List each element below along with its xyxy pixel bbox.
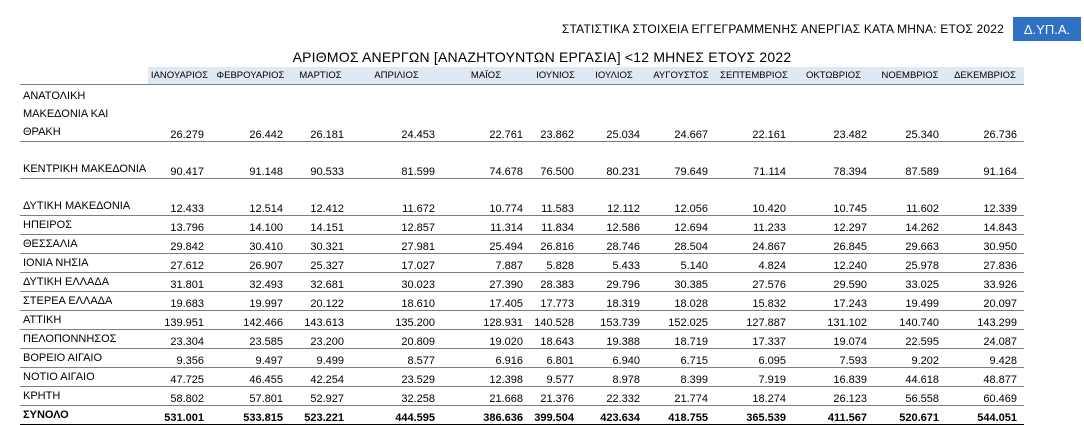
table-row — [20, 85, 1024, 142]
value-cell: 28.383 — [530, 273, 581, 292]
value-cell: 56.558 — [874, 387, 946, 406]
value-cell: 23.862 — [530, 85, 581, 142]
region-name: ΝΟΤΙΟ ΑΙΓΑΙΟ — [20, 368, 148, 387]
value-cell: 12.433 — [148, 179, 211, 216]
month-header: ΜΑΪΟΣ — [442, 67, 530, 85]
value-cell: 5.433 — [581, 254, 647, 273]
value-cell: 127.887 — [715, 311, 793, 330]
value-cell: 26.816 — [530, 235, 581, 254]
value-cell: 26.279 — [148, 85, 211, 142]
value-cell: 9.356 — [148, 349, 211, 368]
value-cell: 18.274 — [715, 387, 793, 406]
value-cell: 8.399 — [647, 368, 715, 387]
value-cell: 33.025 — [874, 273, 946, 292]
month-header: ΟΚΤΩΒΡΙΟΣ — [793, 67, 874, 85]
value-cell: 139.951 — [148, 311, 211, 330]
value-cell: 23.200 — [290, 330, 351, 349]
value-cell: 22.761 — [442, 85, 530, 142]
month-header: ΑΥΓΟΥΣΤΟΣ — [647, 67, 715, 85]
table-row — [20, 292, 1024, 311]
month-header: ΔΕΚΕΜΒΡΙΟΣ — [946, 67, 1024, 85]
value-cell: 14.100 — [211, 216, 290, 235]
value-cell: 152.025 — [647, 311, 715, 330]
value-cell: 13.796 — [148, 216, 211, 235]
value-cell: 11.583 — [530, 179, 581, 216]
value-cell: 9.499 — [290, 349, 351, 368]
table-row — [20, 311, 1024, 330]
value-cell: 143.299 — [946, 311, 1024, 330]
value-cell: 128.931 — [442, 311, 530, 330]
value-cell: 18.719 — [647, 330, 715, 349]
value-cell: 79.649 — [647, 142, 715, 179]
value-cell: 19.388 — [581, 330, 647, 349]
report-header-text: ΣΤΑΤΙΣΤΙΚΑ ΣΤΟΙΧΕΙΑ ΕΓΓΕΓΡΑΜΜΕΝΗΣ ΑΝΕΡΓΙΑΣ ΚΑΤΑ ΜΗΝΑ: ΕΤΟΣ 2022 — [561, 22, 1004, 36]
value-cell: 27.576 — [715, 273, 793, 292]
value-cell: 29.590 — [793, 273, 874, 292]
value-cell: 26.736 — [946, 85, 1024, 142]
month-header: ΙΟΥΛΙΟΣ — [581, 67, 647, 85]
value-cell: 12.514 — [211, 179, 290, 216]
value-cell: 8.978 — [581, 368, 647, 387]
value-cell: 9.577 — [530, 368, 581, 387]
value-cell: 22.161 — [715, 85, 793, 142]
value-cell: 6.940 — [581, 349, 647, 368]
value-cell: 12.857 — [351, 216, 442, 235]
value-cell: 131.102 — [793, 311, 874, 330]
value-cell: 20.122 — [290, 292, 351, 311]
value-cell: 6.095 — [715, 349, 793, 368]
month-header: ΣΕΠΤΕΜΒΡΙΟΣ — [715, 67, 793, 85]
value-cell: 24.453 — [351, 85, 442, 142]
region-header-cell — [20, 67, 148, 85]
value-cell: 18.610 — [351, 292, 442, 311]
region-name: ΔΥΤΙΚΗ ΜΑΚΕΔΟΝΙΑ — [20, 179, 148, 216]
value-cell: 23.585 — [211, 330, 290, 349]
table-row — [20, 216, 1024, 235]
value-cell: 11.834 — [530, 216, 581, 235]
value-cell: 42.254 — [290, 368, 351, 387]
region-name: ΔΥΤΙΚΗ ΕΛΛΑΔΑ — [20, 273, 148, 292]
month-header: ΙΟΥΝΙΟΣ — [530, 67, 581, 85]
value-cell: 21.668 — [442, 387, 530, 406]
value-cell: 26.907 — [211, 254, 290, 273]
value-cell: 19.499 — [874, 292, 946, 311]
value-cell: 90.533 — [290, 142, 351, 179]
value-cell: 32.493 — [211, 273, 290, 292]
value-cell: 22.595 — [874, 330, 946, 349]
value-cell: 520.671 — [874, 406, 946, 425]
value-cell: 9.202 — [874, 349, 946, 368]
value-cell: 11.314 — [442, 216, 530, 235]
value-cell: 12.398 — [442, 368, 530, 387]
value-cell: 57.801 — [211, 387, 290, 406]
region-name: ΗΠΕΙΡΟΣ — [20, 216, 148, 235]
value-cell: 12.112 — [581, 179, 647, 216]
value-cell: 444.595 — [351, 406, 442, 425]
value-cell: 28.504 — [647, 235, 715, 254]
value-cell: 46.455 — [211, 368, 290, 387]
value-cell: 25.034 — [581, 85, 647, 142]
value-cell: 8.577 — [351, 349, 442, 368]
value-cell: 32.681 — [290, 273, 351, 292]
value-cell: 17.773 — [530, 292, 581, 311]
value-cell: 423.634 — [581, 406, 647, 425]
table-row — [20, 368, 1024, 387]
value-cell: 386.636 — [442, 406, 530, 425]
value-cell: 11.602 — [874, 179, 946, 216]
region-name: ΘΕΣΣΑΛΙΑ — [20, 235, 148, 254]
region-name: ΣΤΕΡΕΑ ΕΛΛΑΔΑ — [20, 292, 148, 311]
value-cell: 58.802 — [148, 387, 211, 406]
value-cell: 30.410 — [211, 235, 290, 254]
value-cell: 29.796 — [581, 273, 647, 292]
value-cell: 153.739 — [581, 311, 647, 330]
month-header: ΝΟΕΜΒΡΙΟΣ — [874, 67, 946, 85]
value-cell: 10.745 — [793, 179, 874, 216]
value-cell: 7.887 — [442, 254, 530, 273]
value-cell: 399.504 — [530, 406, 581, 425]
month-header: ΦΕΒΡΟΥΑΡΙΟΣ — [211, 67, 290, 85]
value-cell: 14.843 — [946, 216, 1024, 235]
value-cell: 27.612 — [148, 254, 211, 273]
value-cell: 91.164 — [946, 142, 1024, 179]
value-cell: 142.466 — [211, 311, 290, 330]
value-cell: 21.376 — [530, 387, 581, 406]
value-cell: 25.327 — [290, 254, 351, 273]
value-cell: 7.593 — [793, 349, 874, 368]
value-cell: 25.494 — [442, 235, 530, 254]
value-cell: 18.643 — [530, 330, 581, 349]
table-row — [20, 387, 1024, 406]
value-cell: 7.919 — [715, 368, 793, 387]
value-cell: 9.428 — [946, 349, 1024, 368]
value-cell: 24.867 — [715, 235, 793, 254]
value-cell: 14.262 — [874, 216, 946, 235]
region-name: ΚΕΝΤΡΙΚΗ ΜΑΚΕΔΟΝΙΑ — [20, 142, 148, 179]
table-title: ΑΡΙΘΜΟΣ ΑΝΕΡΓΩΝ [ΑΝΑΖΗΤΟΥΝΤΩΝ ΕΡΓΑΣΙΑ] <12 ΜΗΝΕΣ ΕΤΟΥΣ 2022 — [292, 49, 792, 65]
value-cell: 47.725 — [148, 368, 211, 387]
region-name: ΒΟΡΕΙΟ ΑΙΓΑΙΟ — [20, 349, 148, 368]
value-cell: 12.694 — [647, 216, 715, 235]
value-cell: 17.243 — [793, 292, 874, 311]
value-cell: 48.877 — [946, 368, 1024, 387]
month-header: ΑΠΡΙΛΙΟΣ — [351, 67, 442, 85]
value-cell: 23.529 — [351, 368, 442, 387]
value-cell: 12.586 — [581, 216, 647, 235]
value-cell: 32.258 — [351, 387, 442, 406]
value-cell: 17.405 — [442, 292, 530, 311]
month-header: ΜΑΡΤΙΟΣ — [290, 67, 351, 85]
value-cell: 17.337 — [715, 330, 793, 349]
value-cell: 365.539 — [715, 406, 793, 425]
value-cell: 23.304 — [148, 330, 211, 349]
value-cell: 12.297 — [793, 216, 874, 235]
value-cell: 533.815 — [211, 406, 290, 425]
value-cell: 29.663 — [874, 235, 946, 254]
value-cell: 5.828 — [530, 254, 581, 273]
value-cell: 30.385 — [647, 273, 715, 292]
table-body — [20, 85, 1024, 425]
region-name: ΠΕΛΟΠΟΝΝΗΣΟΣ — [20, 330, 148, 349]
value-cell: 90.417 — [148, 142, 211, 179]
value-cell: 26.845 — [793, 235, 874, 254]
month-header: ΙΑΝΟΥΑΡΙΟΣ — [148, 67, 211, 85]
table-row — [20, 254, 1024, 273]
table-row — [20, 179, 1024, 216]
value-cell: 26.181 — [290, 85, 351, 142]
region-name: ΙΟΝΙΑ ΝΗΣΙΑ — [20, 254, 148, 273]
value-cell: 523.221 — [290, 406, 351, 425]
total-row — [20, 406, 1024, 425]
value-cell: 14.151 — [290, 216, 351, 235]
value-cell: 9.497 — [211, 349, 290, 368]
value-cell: 91.148 — [211, 142, 290, 179]
value-cell: 22.332 — [581, 387, 647, 406]
value-cell: 140.528 — [530, 311, 581, 330]
value-cell: 140.740 — [874, 311, 946, 330]
value-cell: 15.832 — [715, 292, 793, 311]
value-cell: 19.020 — [442, 330, 530, 349]
value-cell: 31.801 — [148, 273, 211, 292]
value-cell: 78.394 — [793, 142, 874, 179]
value-cell: 12.339 — [946, 179, 1024, 216]
value-cell: 12.412 — [290, 179, 351, 216]
table-row — [20, 273, 1024, 292]
value-cell: 20.097 — [946, 292, 1024, 311]
value-cell: 12.056 — [647, 179, 715, 216]
value-cell: 71.114 — [715, 142, 793, 179]
table-row — [20, 349, 1024, 368]
value-cell: 6.715 — [647, 349, 715, 368]
value-cell: 30.023 — [351, 273, 442, 292]
value-cell: 28.746 — [581, 235, 647, 254]
value-cell: 23.482 — [793, 85, 874, 142]
value-cell: 87.589 — [874, 142, 946, 179]
value-cell: 27.981 — [351, 235, 442, 254]
value-cell: 531.001 — [148, 406, 211, 425]
value-cell: 76.500 — [530, 142, 581, 179]
value-cell: 26.442 — [211, 85, 290, 142]
value-cell: 6.916 — [442, 349, 530, 368]
value-cell: 20.809 — [351, 330, 442, 349]
unemployment-table — [20, 67, 1024, 425]
value-cell: 60.469 — [946, 387, 1024, 406]
value-cell: 18.319 — [581, 292, 647, 311]
value-cell: 21.774 — [647, 387, 715, 406]
value-cell: 4.824 — [715, 254, 793, 273]
value-cell: 19.683 — [148, 292, 211, 311]
value-cell: 52.927 — [290, 387, 351, 406]
value-cell: 26.123 — [793, 387, 874, 406]
value-cell: 18.028 — [647, 292, 715, 311]
value-cell: 12.240 — [793, 254, 874, 273]
value-cell: 6.801 — [530, 349, 581, 368]
value-cell: 44.618 — [874, 368, 946, 387]
value-cell: 418.755 — [647, 406, 715, 425]
value-cell: 11.672 — [351, 179, 442, 216]
value-cell: 5.140 — [647, 254, 715, 273]
agency-badge: Δ.ΥΠ.Α. — [1013, 17, 1081, 41]
value-cell: 29.842 — [148, 235, 211, 254]
value-cell: 24.667 — [647, 85, 715, 142]
value-cell: 10.774 — [442, 179, 530, 216]
value-cell: 544.051 — [946, 406, 1024, 425]
value-cell: 411.567 — [793, 406, 874, 425]
value-cell: 135.200 — [351, 311, 442, 330]
region-name: ΣΥΝΟΛΟ — [20, 406, 148, 425]
table-row — [20, 235, 1024, 254]
value-cell: 30.950 — [946, 235, 1024, 254]
value-cell: 24.087 — [946, 330, 1024, 349]
value-cell: 16.839 — [793, 368, 874, 387]
value-cell: 11.233 — [715, 216, 793, 235]
value-cell: 27.390 — [442, 273, 530, 292]
table-row — [20, 330, 1024, 349]
value-cell: 30.321 — [290, 235, 351, 254]
value-cell: 25.340 — [874, 85, 946, 142]
value-cell: 10.420 — [715, 179, 793, 216]
unemployment-table-wrapper — [20, 67, 1024, 425]
month-header-row — [20, 67, 1024, 85]
value-cell: 74.678 — [442, 142, 530, 179]
region-name: ΑΝΑΤΟΛΙΚΗ ΜΑΚΕΔΟΝΙΑ ΚΑΙ ΘΡΑΚΗ — [20, 85, 148, 142]
value-cell: 19.997 — [211, 292, 290, 311]
table-row — [20, 142, 1024, 179]
value-cell: 80.231 — [581, 142, 647, 179]
value-cell: 17.027 — [351, 254, 442, 273]
value-cell: 81.599 — [351, 142, 442, 179]
value-cell: 19.074 — [793, 330, 874, 349]
value-cell: 27.836 — [946, 254, 1024, 273]
value-cell: 25.978 — [874, 254, 946, 273]
value-cell: 33.926 — [946, 273, 1024, 292]
value-cell: 143.613 — [290, 311, 351, 330]
region-name: ΑΤΤΙΚΗ — [20, 311, 148, 330]
region-name: ΚΡΗΤΗ — [20, 387, 148, 406]
